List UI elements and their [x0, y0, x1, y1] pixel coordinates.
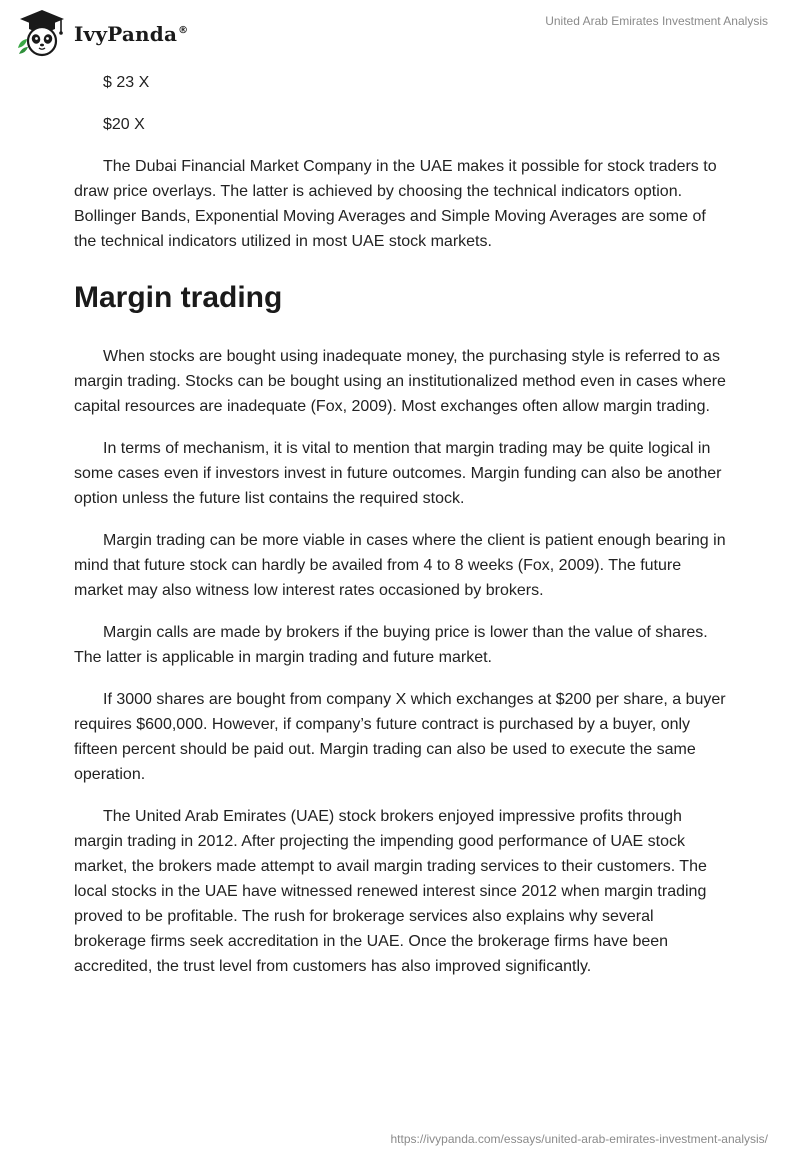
section-heading: Margin trading: [74, 281, 283, 314]
value-line: $20 X: [103, 116, 145, 133]
paragraph: Margin trading can be more viable in cases where the client is patient enough bearing in mind that future stock can hardly be availed from 4 to 8 weeks (Fox, 2009). The future market may also witness low interest rates occasioned by brokers.: [74, 532, 726, 599]
paragraph: The United Arab Emirates (UAE) stock brokers enjoyed impressive profits through margin trading in 2012. After projecting the impending good performance of UAE stock market, the brokers made attempt to avail margin trading services to their customers. The local stocks in the UAE have witnessed renewed interest since 2012 when margin trading proved to be profitable. The rush for brokerage services also explains why several brokerage firms seek accreditation in the UAE. Once the brokerage firms have been accredited, the trust level from customers has also improved significantly.: [74, 808, 707, 975]
article-body: [74, 70, 726, 996]
panda-graduation-icon: [16, 8, 68, 58]
document-title: United Arab Emirates Investment Analysis: [545, 14, 768, 28]
value-line: $ 23 X: [103, 74, 150, 91]
brand-name: IvyPanda®: [74, 22, 189, 46]
paragraph: Margin calls are made by brokers if the buying price is lower than the value of shares. The latter is applicable in margin trading and future market.: [74, 624, 708, 666]
source-url[interactable]: https://ivypanda.com/essays/united-arab-emirates-investment-analysis/: [390, 1132, 768, 1146]
paragraph: The Dubai Financial Market Company in the UAE makes it possible for stock traders to draw price overlays. The latter is achieved by choosing the technical indicators option. Bollinger Bands, Exponential Moving Averages and Simple Moving Averages are some of the technical indicators utilized in most UAE stock markets.: [74, 158, 717, 250]
paragraph: In terms of mechanism, it is vital to mention that margin trading may be quite logical in some cases even if investors invest in future outcomes. Margin funding can also be another option unless the future list contains the required stock.: [74, 440, 722, 507]
ivypanda-logo[interactable]: [16, 8, 188, 58]
paragraph: When stocks are bought using inadequate money, the purchasing style is referred to as margin trading. Stocks can be bought using an institutionalized method even in cases where capital resources are inadequate (Fox, 2009). Most exchanges often allow margin trading.: [74, 348, 726, 415]
page-header: [0, 0, 800, 64]
paragraph: If 3000 shares are bought from company X which exchanges at $200 per share, a buyer requires $600,000. However, if company’s future contract is purchased by a buyer, only fifteen percent should be paid out. Margin trading can also be used to execute the same operation.: [74, 691, 726, 783]
